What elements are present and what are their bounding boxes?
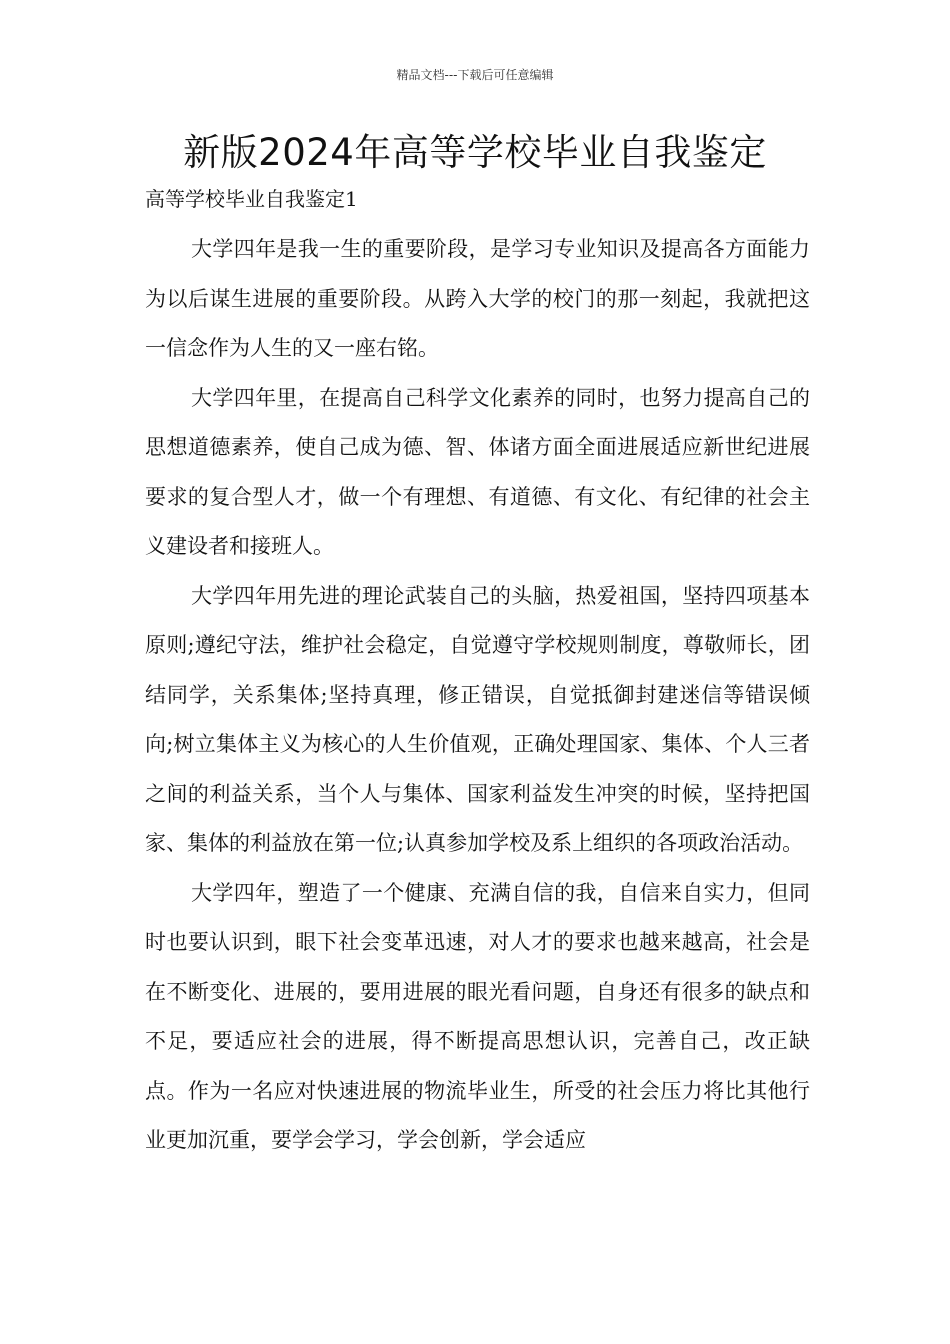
section-heading: 高等学校毕业自我鉴定1 — [145, 187, 358, 211]
paragraph-1: 大学四年是我一生的重要阶段，是学习专业知识及提高各方面能力为以后谋生进展的重要阶段。从跨入大学的校门的那一刻起，我就把这一信念作为人生的又一座右铭。 — [145, 237, 810, 360]
paragraph-4: 大学四年，塑造了一个健康、充满自信的我，自信来自实力，但同时也要认识到，眼下社会变革迅速，对人才的要求也越来越高，社会是在不断变化、进展的，要用进展的眼光看问题，自身还有很多的缺点和不足，要适应社会的进展，得不断提高思想认识，完善自己，改正缺点。作为一名应对快速进展的物流毕业生，所受的社会压力将比其他行业更加沉重，要学会学习，学会创新，学会适应 — [145, 880, 810, 1152]
header-note: 精品文档---下载后可任意编辑 — [396, 68, 554, 82]
document-body — [145, 225, 810, 1166]
paragraph-2: 大学四年里，在提高自己科学文化素养的同时，也努力提高自己的思想道德素养，使自己成为德、智、体诸方面全面进展适应新世纪进展要求的复合型人才，做一个有理想、有道德、有文化、有纪律的社会主义建设者和接班人。 — [145, 385, 810, 558]
document-title: 新版2024年高等学校毕业自我鉴定 — [183, 131, 767, 174]
paragraph-3: 大学四年用先进的理论武装自己的头脑，热爱祖国，坚持四项基本原则;遵纪守法，维护社会稳定，自觉遵守学校规则制度，尊敬师长，团结同学，关系集体;坚持真理，修正错误，自觉抵御封建迷信等错误倾向;树立集体主义为核心的人生价值观，正确处理国家、集体、个人三者之间的利益关系，当个人与集体、国家利益发生冲突的时候，坚持把国家、集体的利益放在第一位;认真参加学校及系上组织的各项政治活动。 — [145, 583, 810, 855]
